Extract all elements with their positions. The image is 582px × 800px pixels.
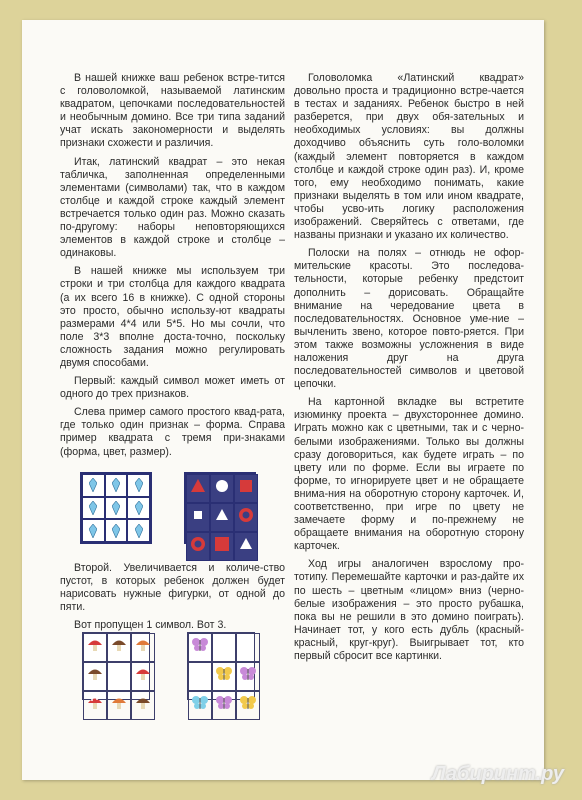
grid-cell [105,497,128,520]
grid-cell [82,497,105,520]
grid-cell [105,474,128,497]
grid-cell-empty[interactable] [188,662,212,691]
grid-cell [82,519,105,542]
square-icon [235,475,257,497]
circle-icon [235,504,257,526]
crystal-icon [135,478,143,492]
left-column [60,72,285,464]
grid-cell [212,662,236,691]
circle-icon [187,533,209,555]
grid-cell [234,503,258,532]
grid-cell-empty[interactable] [236,633,260,662]
paragraph: Второй. Увеличивается и количе-ство пустот, в которых ребенок должен будет нарисовать нужные фигурки, от одной до пяти. [60,562,285,614]
paragraph: В нашей книжке ваш ребенок встре-тится с головоломкой, называемой латинским квадратом, цепочками последовательностей и необычным домино. Все три типа заданий учат искать закономерности и выделять признаки схожести и различия. [60,72,285,150]
mushroom-icon [84,663,106,685]
grid-cell [234,474,258,503]
grid-cell [210,532,234,561]
butterfly-icon [213,692,235,714]
crystal-icon [135,501,143,515]
grid-cell [131,633,155,662]
paragraph: Первый: каждый символ может иметь от одного до трех признаков. [60,375,285,401]
grid-cell [188,691,212,720]
butterfly-icon [237,663,259,685]
crystal-icon [135,524,143,538]
grid-cell [107,691,131,720]
butterfly-icon [213,663,235,685]
grid-cell [210,474,234,503]
triangle-icon [235,533,257,555]
latin-square-butterflies [187,632,255,700]
grid-cell [186,532,210,561]
paragraph: Итак, латинский квадрат – это некая табличка, заполненная определенными элементами (символами) так, что в каждом столбце и каждой строке каждый элемент встречается только один раз. Можно сказать по-другому: наборы неповторяющихся элементов в каждой строке и столбце – одинаковы. [60,155,285,260]
crystal-icon [112,501,120,515]
grid-cell [131,662,155,691]
square-icon [187,504,209,526]
grid-cell [83,662,107,691]
latin-square-crystals [80,472,152,544]
square-icon [211,533,233,555]
book-page [22,20,544,780]
left-column-bottom [60,562,285,637]
mushroom-icon [132,634,154,656]
paragraph: Полоски на полях – отнюдь не офор-мительские красоты. Это последова-тельности, которые ребенку предстоит дополнить – дорисовать. Обращайте внимание на чередование цвета в последовательностях. Основное уме-ние – вычленить звено, которое повто-ряется. При этом также возможны усложнения в виде наложения друг на друга последовательностей символов и цветовой цепочки. [294,247,524,391]
grid-cell [234,532,258,561]
circle-icon [211,475,233,497]
paragraph: Вот пропущен 1 символ. Вот 3. [74,619,227,632]
grid-cell [186,474,210,503]
butterfly-icon [189,692,211,714]
crystal-icon [89,524,97,538]
triangle-icon [187,475,209,497]
grid-cell [107,633,131,662]
mushroom-icon [108,692,130,714]
crystal-icon [112,478,120,492]
grid-cell-empty[interactable] [107,662,131,691]
triangle-icon [211,504,233,526]
grid-cell [105,519,128,542]
grid-cell [83,691,107,720]
grid-cell [236,662,260,691]
mushroom-icon [108,634,130,656]
grid-cell [212,691,236,720]
crystal-icon [89,501,97,515]
latin-square-mushrooms [82,632,150,700]
crystal-icon [112,524,120,538]
mushroom-icon [84,692,106,714]
grid-cell [131,691,155,720]
grid-cell [127,497,150,520]
mushroom-icon [132,692,154,714]
mushroom-icon [84,634,106,656]
paragraph: Слева пример самого простого квад-рата, где только один признак – форма. Справа пример квадрата с тремя при-знаками (форма, цвет, размер). [60,406,285,458]
grid-cell [188,633,212,662]
grid-cell [210,503,234,532]
watermark-logo: Лабиринт.ру [431,763,564,785]
grid-cell-empty[interactable] [212,633,236,662]
grid-cell [127,474,150,497]
grid-cell [82,474,105,497]
crystal-icon [89,478,97,492]
butterfly-icon [189,634,211,656]
latin-square-shapes [184,472,256,544]
grid-cell [186,503,210,532]
paragraph: На картонной вкладке вы встретите изюминку проекта – двухстороннее домино. Играть можно как с цветными, так и с черно-белыми изображениями. Только вы должны сразу договориться, как будете играть – по цвету или по форме. Если вы играете по форме, то игнорируете цвет и не обращаете внима-ния на оборотную сторону карточек. И, соответственно, при игре по цвету не замечаете форму и по-прежнему не обращаете внимания на оборотную сторону карточек. [294,396,524,553]
right-column [294,72,524,668]
paragraph: Головоломка «Латинский квадрат» довольно проста и традиционно встре-чается в тестах и заданиях. Ребенок быстро в ней разберется, при двух обя-зательных и необходимых условиях: вы должны доходчиво объяснить суть голо-воломки (каждый элемент повторяется в каждом столбце и каждой строке один раз). И, кроме того, ему необходимо понимать, какие признаки выделять в том или ином квадрате, чтобы усво-ить логику расположения изображений. Сверяйтесь с ответами, где названы признаки и указано их количество. [294,72,524,242]
paragraph: В нашей книжке мы используем три строки и три столбца для каждого квадрата (а их всего 16 в книжке). С одной стороны это просто, обычно использу-ют квадраты размерами 4*4 или 5*5. Но мы сочли, что поле 3*3 вполне доста-точно, поскольку сложность задания можно регулировать двумя способами. [60,265,285,369]
grid-cell [127,519,150,542]
butterfly-icon [237,692,259,714]
grid-cell [236,691,260,720]
grid-cell [83,633,107,662]
mushroom-icon [132,663,154,685]
paragraph: Ход игры аналогичен взрослому про-тотипу. Перемешайте карточки и раз-дайте их по шесть – цветным «лицом» вниз (черно-белые изображения – это просто рубашка, пока вы не решили в это домино поиграть). Начинает тот, у кого есть дубль (красный-красный, круг-круг). Выигрывает тот, кто первый сбросит все картинки. [294,558,524,663]
